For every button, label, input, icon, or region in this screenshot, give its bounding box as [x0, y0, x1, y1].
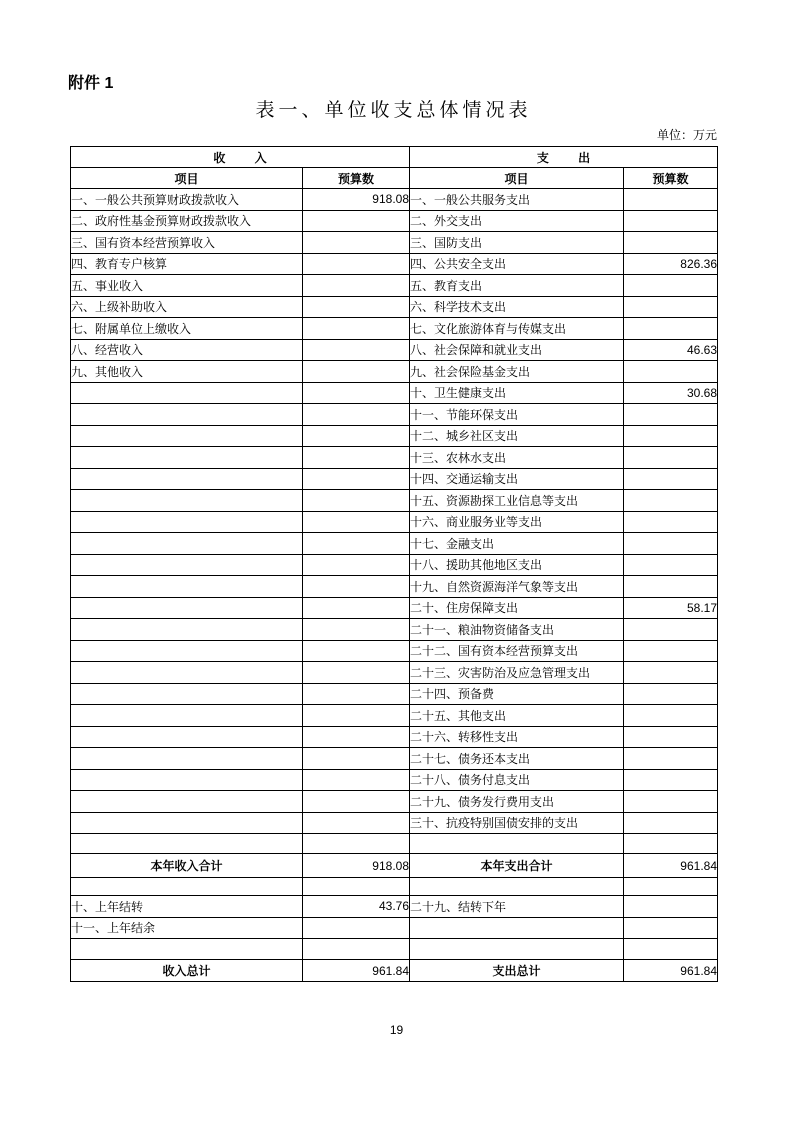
table-row [71, 189, 718, 211]
column-header-row [71, 168, 718, 189]
expense-item-cell: 二十九、债务发行费用支出 [410, 791, 624, 813]
table-row [71, 447, 718, 469]
expense-value-cell [624, 748, 718, 770]
income-value-cell [303, 318, 410, 340]
expense-value-cell [624, 683, 718, 705]
income-item-cell [71, 425, 303, 447]
column-header-expense-budget: 预算数 [624, 168, 718, 189]
table-row [71, 640, 718, 662]
table-row [71, 339, 718, 361]
expense-value-cell [624, 726, 718, 748]
expense-value-cell [624, 511, 718, 533]
income-value-cell [303, 791, 410, 813]
table-row [71, 253, 718, 275]
expense-item-cell: 三、国防支出 [410, 232, 624, 254]
income-value-cell: 43.76 [303, 896, 410, 918]
current-income-total-label: 本年收入合计 [71, 854, 303, 878]
income-value-cell [303, 619, 410, 641]
income-value-cell [303, 361, 410, 383]
income-item-cell [71, 662, 303, 684]
expense-value-cell [624, 232, 718, 254]
income-item-cell [71, 791, 303, 813]
expense-item-cell: 二十五、其他支出 [410, 705, 624, 727]
expense-item-cell: 十、卫生健康支出 [410, 382, 624, 404]
income-item-cell: 十一、上年结余 [71, 917, 303, 939]
table-row [71, 490, 718, 512]
expense-value-cell: 46.63 [624, 339, 718, 361]
income-value-cell [303, 554, 410, 576]
table-row [71, 619, 718, 641]
expense-value-cell [624, 554, 718, 576]
group-header-income: 收 入 [71, 147, 410, 168]
income-item-cell [71, 597, 303, 619]
table-row [71, 318, 718, 340]
income-value-cell [303, 683, 410, 705]
column-header-expense-item: 项目 [410, 168, 624, 189]
expense-value-cell [624, 533, 718, 555]
expense-value-cell [624, 468, 718, 490]
expense-value-cell [624, 917, 718, 939]
expense-value-cell: 58.17 [624, 597, 718, 619]
expense-item-cell: 十四、交通运输支出 [410, 468, 624, 490]
group-header-expense: 支 出 [410, 147, 718, 168]
table-row [71, 769, 718, 791]
expense-item-cell: 二十九、结转下年 [410, 896, 624, 918]
expense-item-cell: 二十八、债务付息支出 [410, 769, 624, 791]
income-value-cell [303, 468, 410, 490]
expense-value-cell [624, 275, 718, 297]
expense-value-cell [624, 447, 718, 469]
income-value-cell [303, 511, 410, 533]
spacer-row [71, 834, 718, 854]
table-row [71, 683, 718, 705]
income-value-cell [303, 705, 410, 727]
table-row [71, 812, 718, 834]
income-item-cell: 二、政府性基金预算财政拨款收入 [71, 210, 303, 232]
income-value-cell [303, 490, 410, 512]
income-item-cell [71, 812, 303, 834]
grand-total-row [71, 960, 718, 982]
table-header [71, 147, 718, 189]
table-row [71, 748, 718, 770]
expense-item-cell: 二十二、国有资本经营预算支出 [410, 640, 624, 662]
expense-item-cell: 二十三、灾害防治及应急管理支出 [410, 662, 624, 684]
table-row [71, 382, 718, 404]
income-value-cell [303, 253, 410, 275]
expense-item-cell: 八、社会保障和就业支出 [410, 339, 624, 361]
expense-item-cell: 七、文化旅游体育与传媒支出 [410, 318, 624, 340]
income-item-cell: 四、教育专户核算 [71, 253, 303, 275]
income-item-cell: 六、上级补助收入 [71, 296, 303, 318]
income-value-cell [303, 812, 410, 834]
expense-item-cell: 九、社会保险基金支出 [410, 361, 624, 383]
income-item-cell: 一、一般公共预算财政拨款收入 [71, 189, 303, 211]
table-row [71, 597, 718, 619]
table-row [71, 275, 718, 297]
table-row [71, 511, 718, 533]
table-title: 表一、单位收支总体情况表 [255, 100, 532, 121]
income-value-cell [303, 748, 410, 770]
expense-item-cell: 十三、农林水支出 [410, 447, 624, 469]
expense-value-cell [624, 619, 718, 641]
table-row [71, 232, 718, 254]
income-item-cell [71, 382, 303, 404]
current-income-total-value: 918.08 [303, 854, 410, 878]
expense-item-cell: 十九、自然资源海洋气象等支出 [410, 576, 624, 598]
grand-expense-label: 支出总计 [410, 960, 624, 982]
income-item-cell: 十、上年结转 [71, 896, 303, 918]
attachment-label: 附件 1 [68, 75, 114, 92]
income-item-cell [71, 511, 303, 533]
table-row [71, 361, 718, 383]
carryover-row [71, 917, 718, 939]
income-value-cell [303, 382, 410, 404]
expense-item-cell: 二、外交支出 [410, 210, 624, 232]
income-item-cell [71, 769, 303, 791]
expense-value-cell [624, 404, 718, 426]
expense-value-cell [624, 210, 718, 232]
income-item-cell [71, 447, 303, 469]
expense-value-cell [624, 640, 718, 662]
table-row [71, 468, 718, 490]
table-row [71, 210, 718, 232]
spacer-row [71, 878, 718, 896]
income-item-cell [71, 640, 303, 662]
income-item-cell: 七、附属单位上缴收入 [71, 318, 303, 340]
expense-value-cell [624, 576, 718, 598]
expense-item-cell: 二十四、预备费 [410, 683, 624, 705]
income-value-cell [303, 917, 410, 939]
income-value-cell [303, 726, 410, 748]
grand-income-value: 961.84 [303, 960, 410, 982]
current-year-total-row [71, 854, 718, 878]
current-expense-total-value: 961.84 [624, 854, 718, 878]
expense-value-cell [624, 812, 718, 834]
expense-value-cell [624, 296, 718, 318]
expense-item-cell: 六、科学技术支出 [410, 296, 624, 318]
table-row [71, 296, 718, 318]
expense-value-cell [624, 189, 718, 211]
income-value-cell [303, 232, 410, 254]
income-value-cell [303, 576, 410, 598]
income-value-cell: 918.08 [303, 189, 410, 211]
expense-value-cell [624, 490, 718, 512]
expense-value-cell [624, 318, 718, 340]
expense-item-cell: 十五、资源勘探工业信息等支出 [410, 490, 624, 512]
unit-note: 单位：万元 [656, 128, 717, 142]
column-header-income-budget: 预算数 [303, 168, 410, 189]
income-value-cell [303, 533, 410, 555]
expense-item-cell: 四、公共安全支出 [410, 253, 624, 275]
income-item-cell [71, 726, 303, 748]
column-header-income-item: 项目 [71, 168, 303, 189]
page-number: 19 [389, 1023, 404, 1037]
table-row [71, 404, 718, 426]
expense-value-cell: 30.68 [624, 382, 718, 404]
income-value-cell [303, 210, 410, 232]
income-value-cell [303, 662, 410, 684]
income-item-cell: 五、事业收入 [71, 275, 303, 297]
expense-value-cell [624, 662, 718, 684]
current-expense-total-label: 本年支出合计 [410, 854, 624, 878]
expense-item-cell: 一、一般公共服务支出 [410, 189, 624, 211]
income-item-cell: 八、经营收入 [71, 339, 303, 361]
expense-value-cell [624, 705, 718, 727]
income-item-cell [71, 533, 303, 555]
grand-expense-value: 961.84 [624, 960, 718, 982]
table-row [71, 425, 718, 447]
table-row [71, 554, 718, 576]
income-value-cell [303, 425, 410, 447]
table-row [71, 791, 718, 813]
expense-item-cell: 五、教育支出 [410, 275, 624, 297]
income-item-cell [71, 576, 303, 598]
expense-item-cell: 十二、城乡社区支出 [410, 425, 624, 447]
expense-value-cell [624, 791, 718, 813]
income-value-cell [303, 447, 410, 469]
expense-item-cell: 十一、节能环保支出 [410, 404, 624, 426]
carryover-row [71, 896, 718, 918]
income-value-cell [303, 339, 410, 361]
income-value-cell [303, 275, 410, 297]
income-item-cell [71, 683, 303, 705]
expense-item-cell: 二十、住房保障支出 [410, 597, 624, 619]
expense-item-cell: 十六、商业服务业等支出 [410, 511, 624, 533]
table-row [71, 705, 718, 727]
expense-item-cell: 十八、援助其他地区支出 [410, 554, 624, 576]
income-item-cell [71, 554, 303, 576]
table-row [71, 726, 718, 748]
expense-item-cell: 二十六、转移性支出 [410, 726, 624, 748]
income-item-cell [71, 619, 303, 641]
income-value-cell [303, 769, 410, 791]
grand-income-label: 收入总计 [71, 960, 303, 982]
income-value-cell [303, 404, 410, 426]
income-value-cell [303, 296, 410, 318]
budget-table [70, 146, 718, 982]
expense-value-cell [624, 769, 718, 791]
income-item-cell: 九、其他收入 [71, 361, 303, 383]
expense-item-cell: 十七、金融支出 [410, 533, 624, 555]
income-item-cell [71, 748, 303, 770]
income-value-cell [303, 597, 410, 619]
expense-value-cell [624, 425, 718, 447]
income-item-cell: 三、国有资本经营预算收入 [71, 232, 303, 254]
income-item-cell [71, 490, 303, 512]
spacer-row [71, 939, 718, 960]
table-summary [71, 834, 718, 982]
income-item-cell [71, 404, 303, 426]
income-item-cell [71, 468, 303, 490]
expense-item-cell: 二十一、粮油物资储备支出 [410, 619, 624, 641]
income-value-cell [303, 640, 410, 662]
table-row [71, 662, 718, 684]
income-item-cell [71, 705, 303, 727]
expense-value-cell [624, 896, 718, 918]
group-header-row [71, 147, 718, 168]
expense-item-cell: 三十、抗疫特别国债安排的支出 [410, 812, 624, 834]
expense-value-cell [624, 361, 718, 383]
expense-value-cell: 826.36 [624, 253, 718, 275]
table-row [71, 533, 718, 555]
table-row [71, 576, 718, 598]
expense-item-cell: 二十七、债务还本支出 [410, 748, 624, 770]
table-body [71, 189, 718, 834]
expense-item-cell [410, 917, 624, 939]
